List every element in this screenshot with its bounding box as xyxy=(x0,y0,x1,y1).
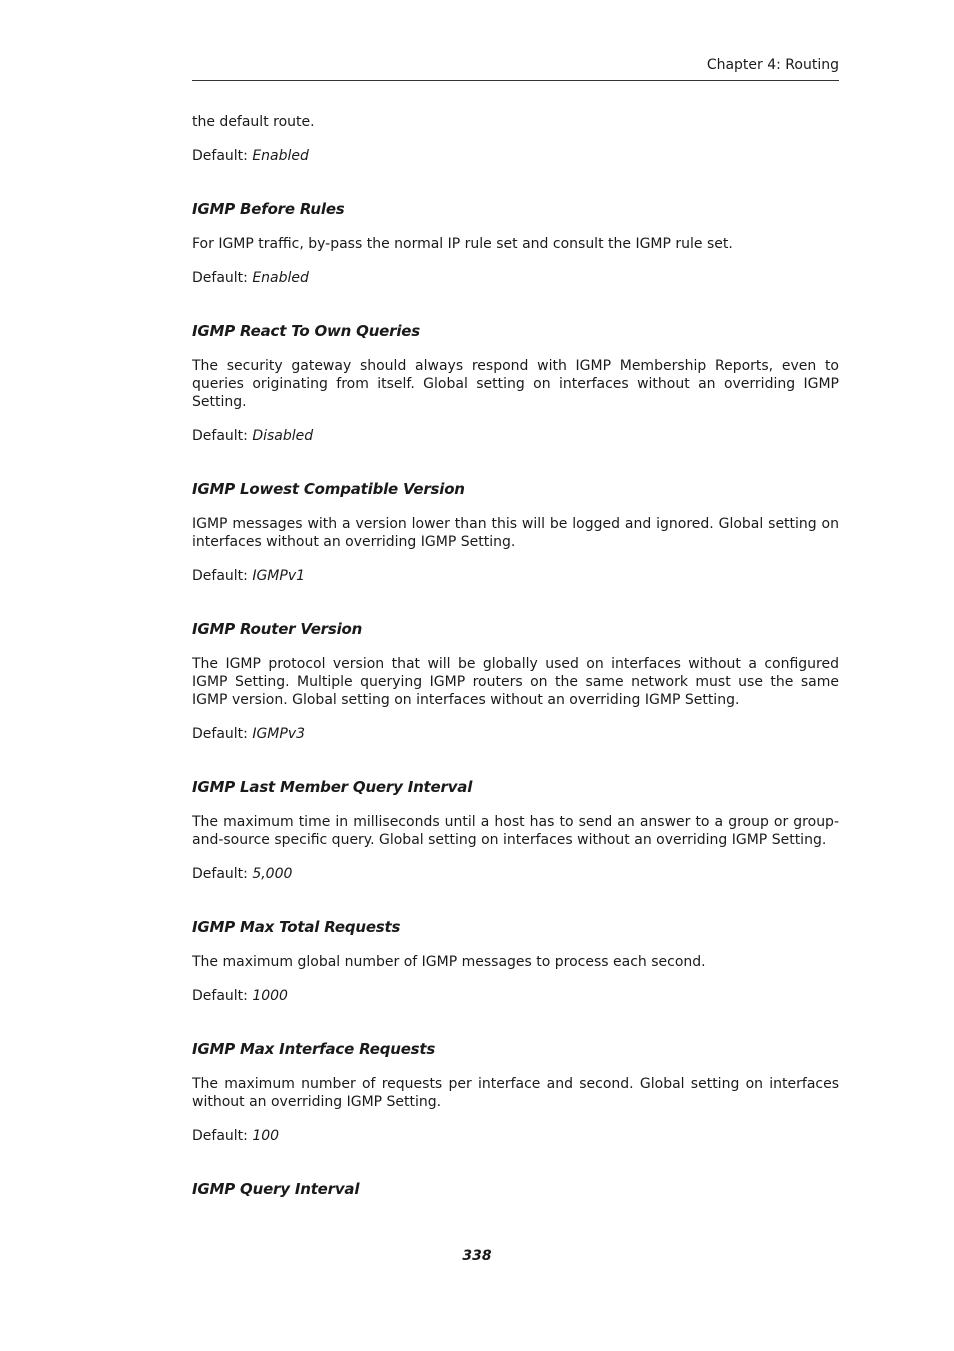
section-default xyxy=(192,987,839,1005)
default-value: Enabled xyxy=(252,270,309,286)
section-description: The maximum number of requests per interface and second. Global setting on interfaces without an overriding IGMP Setting. xyxy=(192,1076,839,1110)
section-default xyxy=(192,567,839,585)
section-title: IGMP Before Rules xyxy=(192,200,345,218)
default-label: Default: xyxy=(192,568,253,584)
section-title: IGMP Max Total Requests xyxy=(192,918,401,936)
section-title: IGMP Router Version xyxy=(192,620,363,638)
section-title: IGMP Lowest Compatible Version xyxy=(192,480,465,498)
section-description: The IGMP protocol version that will be globally used on interfaces without a configured IGMP Setting. Multiple querying IGMP routers on the same network must use the same IGMP version. Global setting on interfaces without an overriding IGMP Setting. xyxy=(192,656,839,708)
section-before-rules xyxy=(192,199,839,287)
chapter-title: Chapter 4: Routing xyxy=(706,57,839,73)
default-label: Default: xyxy=(192,148,253,164)
section-title: IGMP React To Own Queries xyxy=(192,322,420,340)
section-description: The maximum time in milliseconds until a host has to send an answer to a group or group-and-source specific query. Global setting on interfaces without an overriding IGMP Setting. xyxy=(192,814,839,848)
section-default xyxy=(192,427,839,445)
section-query-interval xyxy=(192,1179,839,1199)
default-label: Default: xyxy=(192,270,253,286)
default-value: 1000 xyxy=(252,988,288,1004)
default-value: Enabled xyxy=(252,148,309,164)
page-header xyxy=(192,55,839,81)
section-default xyxy=(192,269,839,287)
section-max-interface-requests xyxy=(192,1039,839,1145)
section-description: The maximum global number of IGMP messages to process each second. xyxy=(192,954,706,970)
intro-text: the default route. xyxy=(192,114,315,130)
section-router-version xyxy=(192,619,839,743)
section-description: The security gateway should always respond with IGMP Membership Reports, even to queries originating from itself. Global setting on interfaces without an overriding IGMP Setting. xyxy=(192,358,839,410)
section-default xyxy=(192,725,839,743)
section-last-member-query-interval xyxy=(192,777,839,883)
default-label: Default: xyxy=(192,726,253,742)
section-title: IGMP Query Interval xyxy=(192,1180,360,1198)
section-description: IGMP messages with a version lower than this will be logged and ignored. Global setting on interfaces without an overriding IGMP Setting. xyxy=(192,516,839,550)
default-value: 5,000 xyxy=(252,866,293,882)
default-value: 100 xyxy=(252,1128,280,1144)
default-value: IGMPv3 xyxy=(252,726,306,742)
section-lowest-compatible-version xyxy=(192,479,839,585)
section-description: For IGMP traffic, by-pass the normal IP rule set and consult the IGMP rule set. xyxy=(192,236,733,252)
section-default xyxy=(192,865,839,883)
section-title: IGMP Last Member Query Interval xyxy=(192,778,473,796)
section-title: IGMP Max Interface Requests xyxy=(192,1040,436,1058)
default-label: Default: xyxy=(192,428,253,444)
default-label: Default: xyxy=(192,1128,253,1144)
default-label: Default: xyxy=(192,988,253,1004)
section-default xyxy=(192,1127,839,1145)
section-react-to-own-queries xyxy=(192,321,839,445)
intro-default xyxy=(192,147,839,165)
page-number: 338 xyxy=(462,1248,492,1264)
default-label: Default: xyxy=(192,866,253,882)
default-value: IGMPv1 xyxy=(252,568,306,584)
section-max-total-requests xyxy=(192,917,839,1005)
page-content xyxy=(192,113,839,1215)
default-value: Disabled xyxy=(252,428,314,444)
